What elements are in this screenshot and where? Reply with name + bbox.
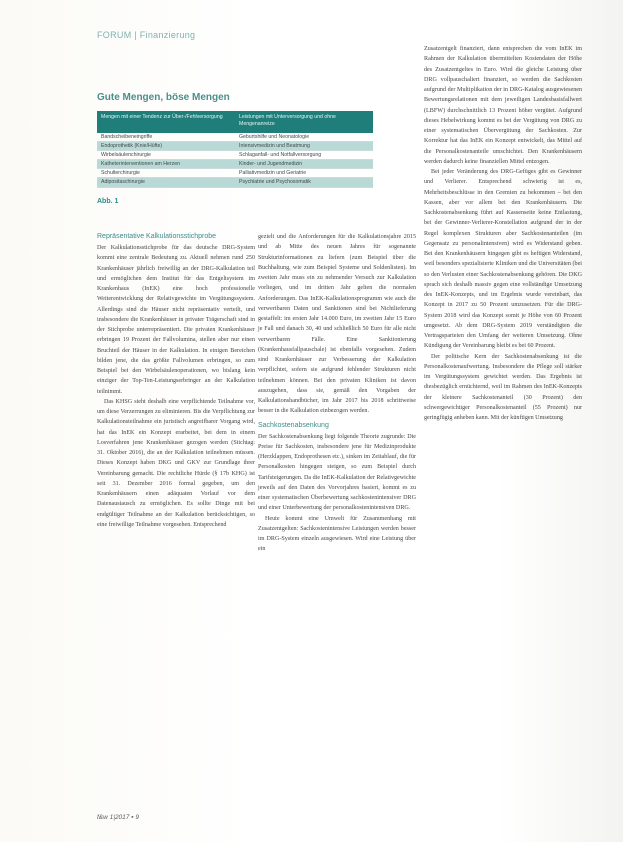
paragraph: gezielt und die Anforderungen für die Kalkulationsjahre 2015 und ab Mitte des neuen Jahres für sogenannte Strukturinformationen zu liefern (zum Beispiel über die Buchhaltung, wie zum Beispiel Systeme und Soldenlisten). Im zweiten Jahr muss ein zu nehmender Versuch zur Kalkulation vorliegen, und im dritten Jahr gelten die normalen Anforderungen. Das InEK-Kalkulationsprogramm wie auch die verwertbaren Daten und Sanktionen sind bei Nichtlieferung gestaffelt: im ersten Jahr 14.000 Euro, im zweiten Jahr 15 Euro je Fall und danach 30, 40 und schließlich 50 Euro für alle nicht verwertbaren Fälle. Eine Sanktionierung (Krankenhausfallpauschale) ist ebenfalls vorgesehen. Zudem sind Krankenhäuser zur Verbesserung der Kalkulation verpflichtet, sofern sie aufgrund fehlender Strukturen nicht teilnehmen können. Bei den privaten Kliniken ist davon auszugehen, dass sie, gemäß den Vorgaben der Kalkulationshandbücher, im Jahr 2017 bis 2018 schrittweise besser in die Kalkulation einbezogen werden. (258, 234, 416, 415)
table-cell: Schulterchirurgie (101, 170, 140, 177)
section-heading: Repräsentative Kalkulationsstichprobe (97, 233, 217, 240)
text-column-2 (258, 232, 416, 555)
table-row (97, 133, 373, 142)
paragraph: Zusatzentgelt finanziert, dann entsprechen die vom InEK im Rahmen der Kalkulation übermittelten Kostendaten der Höhe des Zusatzentgeltes in Euro. Wird die gleiche Leistung über DRG vollpauschaliert finanziert, so werden die Sachkosten aufgrund der Multiplikation der in DRG-Katalog ausgewiesenen Bewertungsrelationen mit dem jeweiligen Landesbasisfallwert (LBFW) durchschnittlich 13 Prozent höher vergütet. Aufgrund dieses Hebelwirkung kommt es bei der Vergütung von DRG zu einer systematischen Übervergütung der Sachkosten. Zur Korrektur hat das InEK ein Konzept entwickelt, das Mittel auf die Personalkostenanteile umschichtet. Den Krankenhäusern werden dadurch keine finanziellen Mittel entzogen. (424, 46, 582, 165)
paragraph: Der Kalkulationsstichprobe für das deutsche DRG-System kommt eine zentrale Bedeutung zu. Aktuell nehmen rund 250 Krankenhäuser jährlich freiwillig an der DRG-Kalkulation teil und ermöglichen dem Institut für das Entgeltsystem im Krankenhaus (InEK) eine hoch professionelle Weiterentwicklung der Relativgewichte im Vergütungssystem. Allerdings sind die Häuser nicht repräsentativ verteilt, und insbesondere die Krankenhäuser in privater Trägerschaft sind in der Stichprobe unterrepräsentiert. Die privaten Krankenhäuser erbringen 19 Prozent der Fallvolumina, stellen aber nur einen Bruchteil der Häuser in der Kalkulation. In einigen Bereichen bilden jene, die das größte Fallvolumen erbringen, so zum Beispiel bei den Wirbelsäulenoperationen, wo bislang kein einziger der Top-Ten-Leistungserbringer an der Kalkulation teilnimmt. (97, 245, 255, 395)
paragraph: Der Sachkostenabsenkung liegt folgende Theorie zugrunde: Die Preise für Sachkosten, insbesondere jene für Medizinprodukte (Herzklappen, Endoprothesen etc.), sinken im Zeitablauf, die für Personalkosten hingegen steigen, so zum Beispiel durch Tarifsteigerungen. Da die InEK-Kalkulation der Relativgewichte jeweils auf den Daten des Vorvorjahres basiert, kommt es zu einer systematischen Überbewertung sachkostenintensiver DRG und einer Unterbewertung der personalkostenintensiven DRG. (258, 433, 416, 512)
table-cell: Katheterinterventionen am Herzen (101, 161, 181, 168)
table-header-cell: Leistungen mit Unterversorgung und ohne Mengenanreize (239, 114, 336, 127)
table-cell: Intensivmedizin und Beatmung (239, 143, 310, 150)
figure-title: Gute Mengen, böse Mengen (97, 92, 230, 103)
table-row (97, 160, 373, 169)
table-cell: Palliativmedizin und Geriatrie (239, 170, 307, 177)
table-row (97, 178, 373, 187)
table-cell: Psychiatrie und Psychosomatik (239, 179, 311, 186)
paragraph: Das KHSG sieht deshalb eine verpflichtende Teilnahme vor, um diese Verzerrungen zu eliminieren. Bis die Verpflichtung zur Kalkulationsteilnahme ein juristisch angreifbarer Vorgang wird, hat das InEK ein Konzept erarbeitet, bei dem in einem Losverfahren jene Krankenhäuser gezogen werden (Stichtag: 31. Oktober 2016), die an der Kalkulation teilnehmen müssen. Dieses Konzept haben DKG und GKV zur Grundlage ihrer Vereinbarung gemacht. Die rechtliche Hürde (§ 17b KHG) ist seit 31. Dezember 2016 formal gegeben, um den Krankenhäusern einen adäquaten Vorlauf vor dem Datenaustausch zu ermöglichen. Es sollte Dinge mit bei endgültiger Teilnahme an der Kalkulation berücksichtigen, so eine freiwillige Teilnahme vorgesehen. Entsprechend (97, 398, 255, 528)
table-cell: Wirbelsäulenchirurgie (101, 152, 151, 159)
figure-caption: Abb. 1 (97, 198, 119, 205)
table-row (97, 169, 373, 178)
table-cell: Kinder- und Jugendmedizin (239, 161, 303, 168)
text-column-1 (97, 232, 255, 530)
paragraph: Bei jeder Veränderung des DRG-Gefüges gibt es Gewinner und Verlierer. Entsprechend schwierig ist es, Mehrheitsbeschlüsse in den Gremien zu bekommen – bei den Kassen, aber vor allem bei den Krankenhäusern. Die Sachkostenabsenkung führt auf Kassenseite keine Entlastung, bei der Gewinner-Verlierer-Konstellation aufgrund der in der Regel komplexen Strukturen aber Sachkostenanteilen (im Gegensatz zu personalintensiven) wird es Widerstand geben. Bei den Krankenhäusern hingegen gibt es heftigen Widerstand, weil besonders spezialisierte Kliniken und die Universitäten (bei so den Verlusten einer Sachkostenabsenkung gehören. Die DKG sprach sich deshalb massiv gegen eine vollständige Umsetzung des InEK-Konzepts, und im Ergebnis wurde vereinbart, das Konzept in 2017 zu 50 Prozent umzusetzen. Für die DRG-System 2018 wird das Konzept somit je Höhe von 60 Prozent umgesetzt. Ab dem DRG-System 2019 verständigten die Vertragsparteien den Umfang der weiteren Umsetzung. Ohne Kündigung der Vereinbarung bleibt es bei 60 Prozent. (424, 169, 582, 350)
figure-table (97, 111, 373, 188)
table-header (97, 111, 373, 133)
table-cell: Geburtshilfe und Neonatologie (239, 134, 310, 140)
page-footer: f&w 1|2017 ▪ 9 (97, 814, 139, 821)
paragraph: Heute kommt eine Umwelt für Zusammenhang mit Zusatzentgelten: Sachkostenintensive Leistungen werden besser im DRG-System einzeln ausgewiesen. Wird eine Leistung über ein (258, 515, 416, 553)
table-cell: Bandscheibeneingriffe (101, 134, 153, 140)
table-cell: Adipositaschirurgie (101, 179, 145, 186)
text-column-3 (424, 44, 582, 423)
table-row (97, 142, 373, 151)
table-header-cell: Mengen mit einer Tendenz zur Über-/Fehlversorgung (101, 114, 223, 120)
paragraph: Der politische Kern der Sachkostenabsenkung ist die Personalkostenaufwertung. Insbesondere die Pflege soll stärker im Vergütungssystem gewichtet werden. Das Ergebnis ist diesbezüglich ernüchternd, weil im Rahmen des InEK-Konzepts der kleinere Sachkostenanteil (30 Prozent) den schwergewichtiger Personalkostenanteil (55 Prozent) nur geringfügig anheben kann. Mit der künftigen Umsetzung (424, 353, 582, 421)
table-cell: Schlaganfall- und Notfallversorgung (239, 152, 322, 159)
table-row (97, 151, 373, 160)
table-cell: Endoprothetik (Knie/Hüfte) (101, 143, 163, 150)
section-heading: Sachkostenabsenkung (258, 421, 329, 429)
section-header: FORUM | Finanzierung (97, 30, 196, 40)
